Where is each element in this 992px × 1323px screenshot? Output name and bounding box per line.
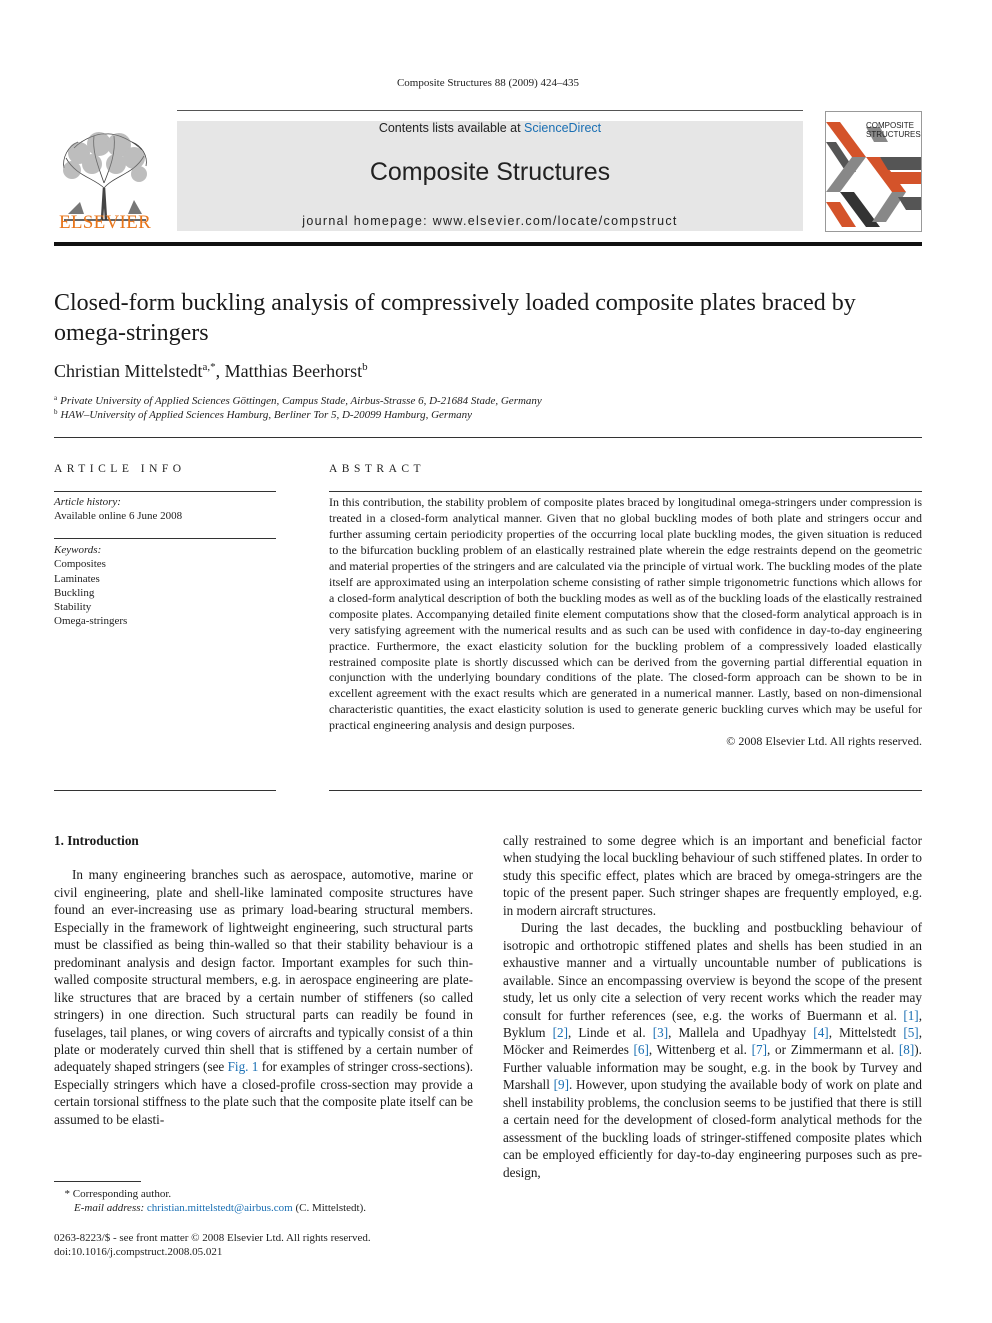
citation-link[interactable]: [3] (652, 1024, 669, 1040)
p2-text: . However, upon studying the available body of work on plate and shell instability problems, the conclusion seems to be justified that there is still a certain need for the development of closed-form analytical methods for the assessment of the buckling loads of stringer-stiffened composite plates which can be employed efficiently for day-to-day engineering purposes such as pre-design, (503, 1077, 922, 1180)
p2-text: , Wittenberg et al. (648, 1042, 752, 1058)
article-info-rule-mid (54, 538, 276, 539)
contents-prefix: Contents lists available at (378, 121, 525, 135)
p2-text: , Mittelstedt (828, 1024, 904, 1040)
citation-link[interactable]: [9] (553, 1077, 569, 1093)
abstract-text: In this contribution, the stability problem of composite plates braced by longitudinal omega-stringers under compression is treated in a closed-form analytical manner. Given that no global buckling modes of both plate and stringers occur and further assuming certain periodicity properties of the occurring local plate buckling modes, the given situation is reduced to the bifurcation buckling problem of an elastically restrained plate wherein the edge restraints depend on the geometric and material properties of the stringers and are calculated via the principle of virtual work. The buckling modes of the plate itself are approximated using an interpolation scheme consisting of rather simple trigonometric functions which allows for a closed-form analytical description of both the buckling modes as well as of the buckling loads of the elastically restrained composite plates. Accompanying detailed finite element computations show that the closed-form analytical approach is in very satisfying agreement with the numerical results and as such can be used with confidence in day-to-day engineering practice. Furthermore, the exact elasticity solution for the buckling problem of a compressively loaded elastically restrained composite plate is shortly discussed which can be derived from the governing partial differential equation in conjunction with the underlying boundary conditions of the plate. The closed-form approach can be shown to be in excellent agreement with the exact results which are generated in a numerical manner. Lastly, based on non-dimensional characteristic quantities, the exact elasticity solution is used to generate generic buckling curves which may be useful for practical engineering analysis and design purposes. (329, 495, 922, 733)
p2-text: ). Further valuable information may be sought, e.g. in the book by Turvey and Marshall (503, 1042, 922, 1093)
citation-link[interactable]: [8] (898, 1042, 915, 1058)
contents-line (177, 121, 803, 135)
intro-paragraph-2 (503, 919, 922, 1181)
p2-text: , Linde et al. (567, 1024, 653, 1040)
running-head: Composite Structures 88 (2009) 424–435 (396, 77, 580, 89)
keyword-item: Laminates (54, 572, 100, 585)
cover-title (866, 121, 922, 139)
p2-text: During the last decades, the buckling and postbuckling behaviour of isotropic and orthotropic stiffened plates and shells has been studied in an exhaustive manner and a virtually uncountable number of publications is available. Since an encompassing overview is beyond the scope of the present study, let us only cite a selection of very recent works which the reader may consult for further references (see, e.g. the works of Buermann et al. (503, 920, 922, 1023)
p2-text: , Mallela and Upadhyay (668, 1024, 814, 1040)
keyword-item: Buckling (54, 586, 95, 599)
p2-text: , Byklum (503, 1007, 922, 1040)
citation-link[interactable]: [4] (813, 1024, 829, 1040)
affiliation-a (54, 394, 542, 407)
history-value: Available online 6 June 2008 (54, 510, 183, 523)
abstract-rule-bottom (329, 790, 922, 791)
affil-b-marker: b (54, 408, 58, 416)
publisher-wordmark: ELSEVIER (58, 212, 152, 233)
body-right-column (503, 832, 922, 1181)
intro-p1-text-b: for examples of stringer cross-sections). Especially stringers which have a closed-profile cross-section may provide a certain torsional stiffness to the plate such that the composite plate itself can be assumed to be elasti- (54, 1059, 474, 1127)
email-note (54, 1201, 474, 1215)
author-separator: , (215, 361, 225, 381)
author-email-link[interactable]: christian.mittelstedt@airbus.com (146, 1202, 293, 1214)
footnote-rule (54, 1181, 141, 1182)
article-info-heading: ARTICLE INFO (54, 463, 186, 475)
history-label: Article history: (54, 496, 121, 508)
citation-link[interactable]: [7] (751, 1042, 768, 1058)
journal-homepage[interactable]: journal homepage: www.elsevier.com/locate/compstruct (302, 214, 678, 228)
author-2[interactable]: Matthias Beerhorst (224, 361, 363, 381)
affiliation-b (54, 408, 472, 421)
sciencedirect-link[interactable]: ScienceDirect (524, 121, 602, 135)
article-info-rule-top (54, 491, 276, 492)
corr-mark: * (64, 1188, 70, 1200)
abstract-rule-top (329, 491, 922, 492)
section-heading-introduction: 1. Introduction (54, 833, 139, 848)
citation-link[interactable]: [1] (903, 1007, 919, 1023)
abstract-body (329, 495, 922, 750)
masthead-bottom-rule (54, 242, 922, 246)
email-suffix: (C. Mittelstedt). (295, 1202, 367, 1214)
journal-title: Composite Structures (369, 158, 611, 186)
citation-link[interactable]: [5] (903, 1024, 919, 1040)
p2-text: , Möcker and Reimerdes (503, 1024, 922, 1058)
doi-line[interactable]: doi:10.1016/j.compstruct.2008.05.021 (54, 1246, 223, 1258)
article-info-rule-bottom (54, 790, 276, 791)
author-2-affil-marker[interactable]: b (362, 361, 368, 373)
affil-a-marker: a (54, 394, 58, 402)
intro-p1-text-a: In many engineering branches such as aerospace, automotive, marine or civil engineering, plate and shell-like laminated composite structures have found an ever-increasing use as primary load-bearing structural members. Especially in the framework of lightweight engineering, such structural parts must be classified as being thin-walled so that their stability behaviour is a predominant analysis and design factor. Important examples for such thin-walled composite structural members, e.g. in aerospace engineering are plate-like structures that are braced by a certain number of stiffeners (so called stringers) in one direction. Such structural parts can readily be found in fuselages, tail planes, or wing covers of aircrafts and typically consist of a thin plate or moderately curved thin shell that is stiffened by a certain number of adequately shaped stringers (see (54, 867, 473, 1075)
affil-b-text: HAW–University of Applied Sciences Hamburg, Berliner Tor 5, D-20099 Hamburg, Germany (60, 409, 473, 421)
email-label: E-mail address: (74, 1202, 145, 1214)
corresponding-author-note (54, 1187, 474, 1201)
abstract-heading: ABSTRACT (329, 463, 426, 475)
author-1[interactable]: Christian Mittelstedt (54, 361, 203, 381)
cover-title-line2: STRUCTURES (866, 130, 921, 139)
keyword-item: Omega-stringers (54, 615, 128, 628)
affil-a-text: Private University of Applied Sciences Göttingen, Campus Stade, Airbus-Strasse 6, D-21684 Stade, Germany (60, 395, 542, 407)
abstract-copyright: © 2008 Elsevier Ltd. All rights reserved. (726, 734, 922, 749)
article-title: Closed-form buckling analysis of compressively loaded composite plates braced by omega-stringers (54, 290, 856, 346)
issn-line: 0263-8223/$ - see front matter © 2008 Elsevier Ltd. All rights reserved. (54, 1232, 371, 1244)
intro-paragraph-1-continued: cally restrained to some degree which is an important and beneficial factor when studying the local buckling behaviour of such stiffened plates. In order to study this specific effect, plates which are braced by omega-stringers are the topic of the present paper. Such stringer shapes are frequently employed, e.g. in modern aircraft structures. (503, 833, 922, 918)
corr-text: Corresponding author. (72, 1188, 172, 1200)
p2-text: , or Zimmermann et al. (767, 1042, 899, 1058)
article-history (54, 495, 276, 524)
intro-paragraph-1 (54, 866, 473, 1128)
title-rule (54, 437, 922, 438)
citation-link[interactable]: [2] (552, 1024, 568, 1040)
keywords-block (54, 543, 276, 629)
author-1-affil-marker[interactable]: a,* (202, 361, 216, 373)
author-list (54, 361, 368, 382)
masthead-top-rule (177, 110, 803, 111)
citation-link[interactable]: [6] (633, 1042, 649, 1058)
keywords-label: Keywords: (54, 544, 102, 556)
body-left-column (54, 832, 473, 1128)
keyword-item: Composites (54, 558, 106, 571)
cover-title-line1: COMPOSITE (866, 121, 915, 130)
keyword-item: Stability (54, 601, 92, 614)
figure-1-link[interactable]: Fig. 1 (227, 1059, 259, 1075)
